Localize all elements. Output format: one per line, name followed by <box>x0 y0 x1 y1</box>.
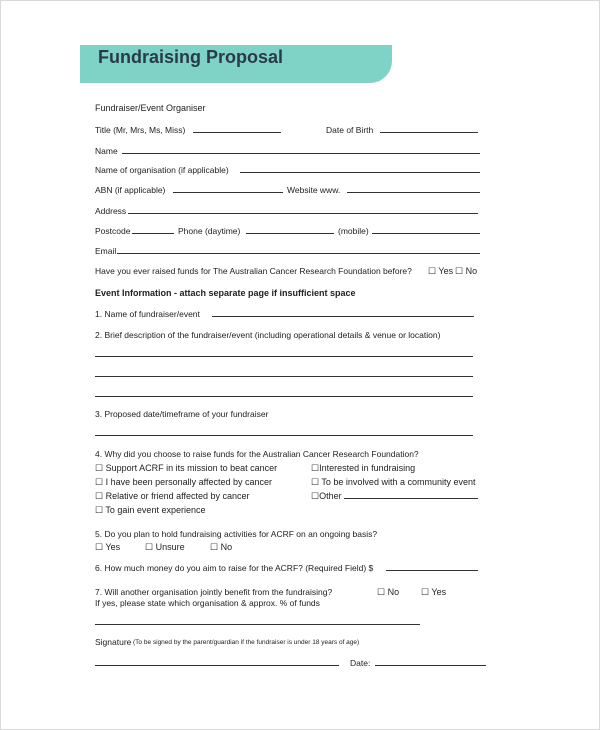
q4-label: 4. Why did you choose to raise funds for the Australian Cancer Research Foundation? <box>95 449 419 459</box>
organisation-label: Name of organisation (if applicable) <box>95 165 229 175</box>
q4-option-support[interactable]: ☐ Support ACRF in its mission to beat cancer <box>95 463 278 473</box>
q7-no-checkbox[interactable]: ☐ No <box>377 587 400 597</box>
page-title: Fundraising Proposal <box>98 47 284 67</box>
email-field[interactable] <box>117 253 480 254</box>
q1-field[interactable] <box>212 316 474 317</box>
date-field[interactable] <box>375 665 486 666</box>
q2-label: 2. Brief description of the fundraiser/event (including operational details & venue or location) <box>95 330 441 340</box>
q4-option-community-event[interactable]: ☐ To be involved with a community event <box>311 477 476 487</box>
q7-followup-field[interactable] <box>95 624 420 625</box>
date-label: Date: <box>350 658 371 668</box>
q3-label: 3. Proposed date/timeframe of your fundraiser <box>95 409 269 419</box>
abn-field[interactable] <box>173 192 283 193</box>
title-label: Title (Mr, Mrs, Ms, Miss) <box>95 125 186 135</box>
dob-label: Date of Birth <box>326 125 374 135</box>
postcode-label: Postcode <box>95 226 131 236</box>
q4-option-other[interactable]: ☐Other <box>311 491 342 501</box>
q7-label: 7. Will another organisation jointly benefit from the fundraising? <box>95 587 333 597</box>
q5-label: 5. Do you plan to hold fundraising activities for ACRF on an ongoing basis? <box>95 529 378 539</box>
q5-yes-checkbox[interactable]: ☐ Yes <box>95 542 121 552</box>
q6-label: 6. How much money do you aim to raise for the ACRF? (Required Field) $ <box>95 563 374 573</box>
q4-option-relative-friend[interactable]: ☐ Relative or friend affected by cancer <box>95 491 250 501</box>
q4-other-field[interactable] <box>344 498 478 499</box>
organisation-field[interactable] <box>240 172 480 173</box>
address-field[interactable] <box>128 213 478 214</box>
raised-before-yes-checkbox[interactable]: ☐ Yes <box>428 266 454 276</box>
q2-line-1[interactable] <box>95 356 473 357</box>
q2-line-3[interactable] <box>95 396 473 397</box>
name-label: Name <box>95 146 118 156</box>
email-label: Email <box>95 246 117 256</box>
signature-field[interactable] <box>95 665 339 666</box>
q7-followup-label: If yes, please state which organisation & approx. % of funds <box>95 598 320 608</box>
mobile-label: (mobile) <box>338 226 369 236</box>
phone-field[interactable] <box>246 233 334 234</box>
title-field[interactable] <box>193 132 281 133</box>
website-field[interactable] <box>347 192 480 193</box>
q4-option-personally-affected[interactable]: ☐ I have been personally affected by cancer <box>95 477 273 487</box>
postcode-field[interactable] <box>132 233 174 234</box>
address-label: Address <box>95 206 127 216</box>
abn-label: ABN (if applicable) <box>95 185 166 195</box>
event-info-heading: Event Information - attach separate page if insufficient space <box>95 288 356 298</box>
signature-note: (To be signed by the parent/guardian if the fundraiser is under 18 years of age) <box>133 639 360 646</box>
dob-field[interactable] <box>380 132 478 133</box>
q2-line-2[interactable] <box>95 376 473 377</box>
phone-label: Phone (daytime) <box>178 226 241 236</box>
signature-label: Signature <box>95 637 132 647</box>
name-field[interactable] <box>122 153 480 154</box>
q5-unsure-checkbox[interactable]: ☐ Unsure <box>145 542 185 552</box>
q6-field[interactable] <box>386 570 478 571</box>
website-label: Website www. <box>287 185 341 195</box>
q7-yes-checkbox[interactable]: ☐ Yes <box>421 587 447 597</box>
q5-no-checkbox[interactable]: ☐ No <box>210 542 233 552</box>
q3-field[interactable] <box>95 435 473 436</box>
raised-before-no-checkbox[interactable]: ☐ No <box>455 266 478 276</box>
raised-before-question: Have you ever raised funds for The Australian Cancer Research Foundation before? <box>95 266 412 276</box>
organiser-heading: Fundraiser/Event Organiser <box>95 103 206 113</box>
q1-label: 1. Name of fundraiser/event <box>95 309 200 319</box>
mobile-field[interactable] <box>372 233 480 234</box>
q4-option-event-experience[interactable]: ☐ To gain event experience <box>95 505 206 515</box>
q4-option-interested[interactable]: ☐Interested in fundraising <box>311 463 416 473</box>
